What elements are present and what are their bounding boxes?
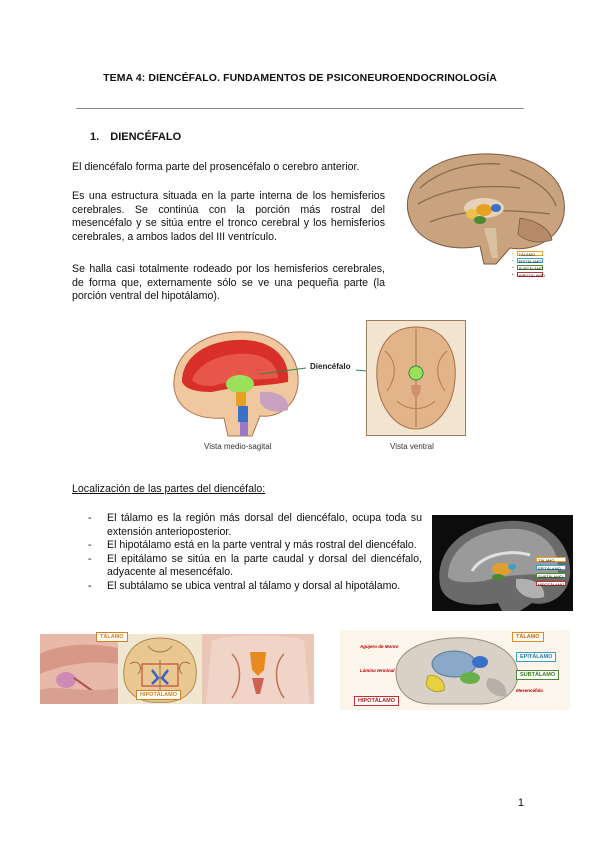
section-ventral-image: [202, 634, 314, 704]
diagram-label-subthalamus: SUBTÁLAMO: [516, 670, 559, 680]
mri-legend-thalamus: TÁLAMO: [536, 557, 566, 562]
diagram-image: [392, 634, 522, 708]
legend-row-hypothalamus: • HIPOTÁLAMO: [512, 272, 545, 278]
legend-row-subthalamus: • SUBTÁLAMO: [512, 265, 544, 271]
mri-sagittal-image: [432, 515, 573, 611]
list-item-subthalamus: - El subtálamo se ubica ventral al tálamo y dorsal al hipotálamo.: [88, 580, 422, 594]
section-sagittal-image: [40, 634, 118, 704]
caption-ventral: Vista ventral: [390, 442, 434, 451]
paragraph-3: Se halla casi totalmente rodeado por los hemisferios cerebrales, de forma que, externamente sólo se ve una pequeña parte (la porción ventral del hipotálamo).: [72, 263, 385, 303]
sections-label-thalamus: TÁLAMO: [96, 632, 128, 642]
mri-legend-subthalamus: SUBTÁLAMO: [536, 573, 566, 578]
diencephalon-callout-label: Diencéfalo: [310, 362, 351, 371]
diagram-label-epithalamus: EPITÁLAMO: [516, 652, 556, 662]
diagram-label-thalamus: TÁLAMO: [512, 632, 544, 642]
ventral-view-image: [367, 321, 465, 435]
section-number: 1.: [90, 131, 100, 143]
sections-label-hypothalamus: HIPOTÁLAMO: [136, 690, 181, 700]
localization-list: [88, 512, 422, 594]
section-sagittal-panel: [40, 634, 118, 704]
mri-legend-epithalamus: EPITÁLAMO: [536, 565, 566, 570]
localization-heading: Localización de las partes del diencéfalo:: [72, 483, 266, 495]
legend-row-thalamus: • TÁLAMO: [512, 250, 543, 257]
paragraph-1: El diencéfalo forma parte del prosencéfalo o cerebro anterior.: [72, 161, 360, 173]
mri-legend-hypothalamus: HIPOTÁLAMO: [538, 582, 565, 587]
diagram-note-mesencephalon: Mesencéfalo: [516, 688, 544, 693]
medio-sagittal-illustration: [168, 326, 304, 438]
section-title: DIENCÉFALO: [110, 131, 182, 143]
legend-label-subthalamus: SUBTÁLAMO: [518, 266, 544, 271]
document-title: TEMA 4: DIENCÉFALO. FUNDAMENTOS DE PSICONEUROENDOCRINOLOGÍA: [103, 72, 497, 84]
list-item-thalamus: - El tálamo es la región más dorsal del diencéfalo, ocupa toda su extensión anterioposterior.: [88, 512, 422, 539]
page-number: 1: [517, 797, 524, 809]
list-item-hypothalamus: - El hipotálamo está en la parte ventral y más rostral del diencéfalo.: [88, 539, 422, 553]
diencephalon-views-figure: [168, 318, 468, 456]
paragraph-2: Es una estructura situada en la parte interna de los hemisferios cerebrales. Se continúa con la porción más rostral del mesencéfalo y se sitúa entre el tronco cerebral y los hemisferios cerebrales, a ambos lados del III ventrículo.: [72, 190, 385, 243]
ventral-view-illustration: [366, 320, 466, 436]
diagram-note-lamina: Lámina terminal: [360, 668, 395, 673]
brain-photo-image: [400, 148, 570, 266]
brain-photo-legend: [512, 250, 543, 278]
title-divider: [76, 108, 524, 109]
legend-row-epithalamus: • EPITÁLAMO: [512, 258, 542, 264]
legend-label-thalamus: TÁLAMO: [517, 251, 543, 256]
diagram-note-monro: Agujero de Monro: [360, 644, 399, 649]
caption-medio-sagittal: Vista medio-sagital: [204, 442, 272, 451]
legend-label-epithalamus: EPITÁLAMO: [518, 259, 542, 264]
brain-sagittal-photo: [400, 148, 582, 298]
legend-label-hypothalamus: HIPOTÁLAMO: [518, 273, 545, 278]
diencephalon-diagram: [340, 630, 570, 710]
anatomical-sections-figure: [40, 634, 314, 704]
list-item-epithalamus: - El epitálamo se sitúa en la parte caudal y dorsal del diencéfalo, adyacente al mesencéfalo.: [88, 553, 422, 580]
mri-legend: [536, 557, 566, 586]
section-heading: [90, 131, 181, 143]
diagram-label-hypothalamus: HIPOTÁLAMO: [354, 696, 399, 706]
section-ventral-panel: [202, 634, 314, 704]
